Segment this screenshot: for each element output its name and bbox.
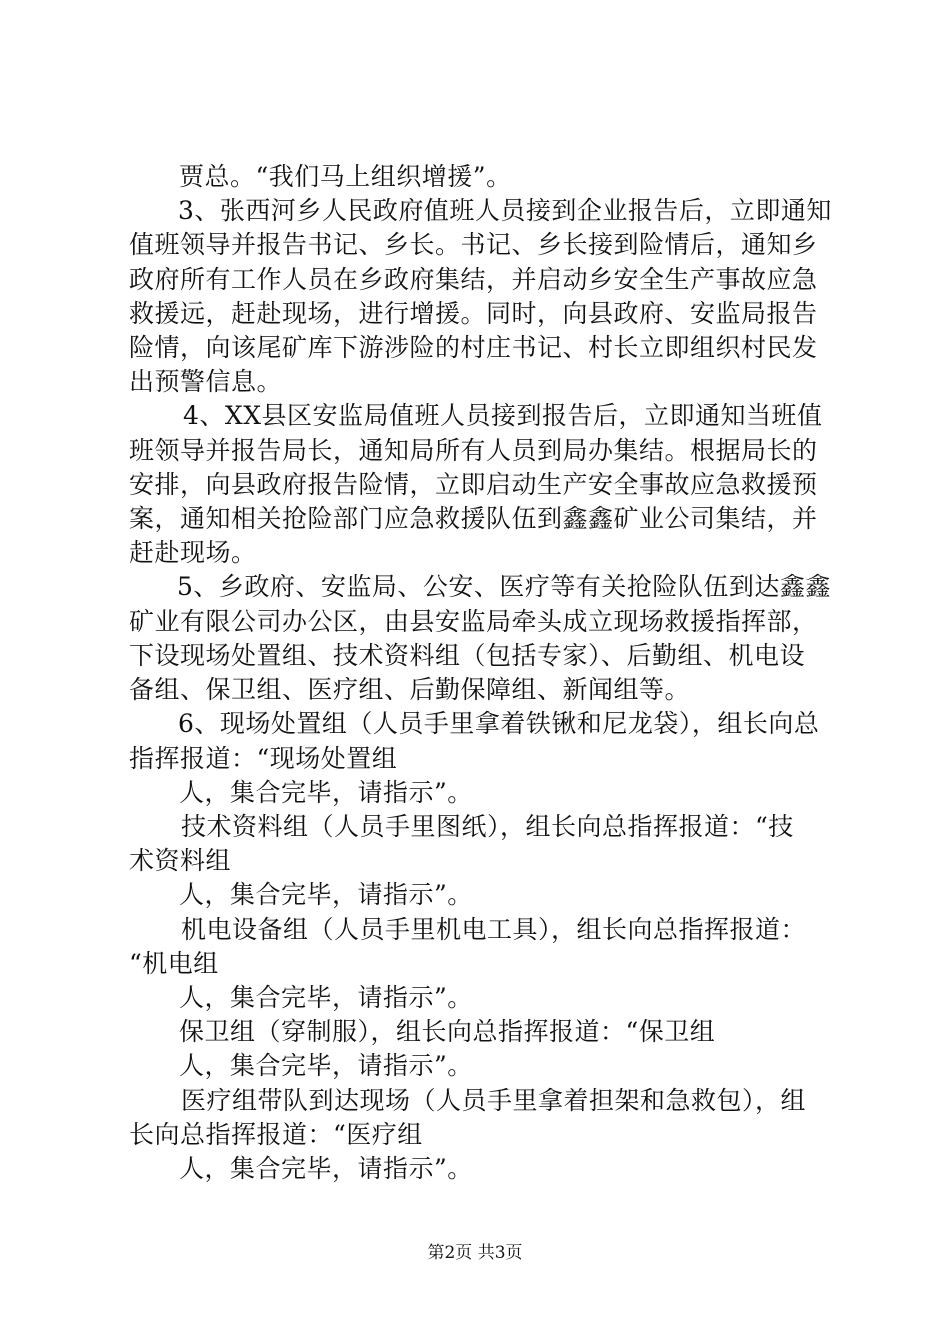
text-line: 案，通知相关抢险部门应急救援队伍到鑫鑫矿业公司集结，并: [129, 504, 818, 533]
text-line: 值班领导并报告书记、乡长。书记、乡长接到险情后，通知乡: [129, 230, 818, 259]
text-line: 医疗组带队到达现场（人员手里拿着担架和急救包），组: [181, 1086, 807, 1115]
text-line: 术资料组: [129, 846, 232, 875]
text-line: 矿业有限公司办公区，由县安监局牵头成立现场救援指挥部，: [129, 607, 818, 636]
text-line: 保卫组（穿制服），组长向总指挥报道：“保卫组: [179, 1017, 716, 1046]
text-line: 6、现场处置组（人员手里拿着铁锹和尼龙袋），组长向总: [178, 709, 820, 738]
text-line: 下设现场处置组、技术资料组（包括专家）、后勤组、机电设: [129, 641, 806, 670]
text-line: 赶赴现场。: [129, 538, 257, 567]
text-line: 政府所有工作人员在乡政府集结，并启动乡安全生产事故应急: [129, 265, 818, 294]
text-line: 长向总指挥报道：“医疗组: [129, 1120, 423, 1149]
text-line: 3、张西河乡人民政府值班人员接到企业报告后，立即通知: [178, 196, 832, 225]
text-line: 人，集合完毕，请指示”。: [179, 880, 473, 909]
text-line: 人，集合完毕，请指示”。: [179, 778, 473, 807]
text-line: 备组、保卫组、医疗组、后勤保障组、新闻组等。: [129, 675, 691, 704]
text-line: 人，集合完毕，请指示”。: [179, 1154, 473, 1183]
text-line: 贾总。“我们马上组织增援”。: [179, 162, 512, 191]
text-line: 人，集合完毕，请指示”。: [179, 983, 473, 1012]
text-line: 险情，向该尾矿库下游涉险的村庄书记、村长立即组织村民发: [129, 333, 818, 362]
text-line: 出预警信息。: [129, 367, 283, 396]
text-line: 技术资料组（人员手里图纸），组长向总指挥报道：“技: [181, 812, 794, 841]
text-line: 指挥报道：“现场处置组: [129, 744, 398, 773]
text-line: 5、乡政府、安监局、公安、医疗等有关抢险队伍到达鑫鑫: [177, 572, 831, 601]
text-line: 救援远，赶赴现场，进行增援。同时，向县政府、安监局报告: [129, 299, 818, 328]
text-line: 机电设备组（人员手里机电工具），组长向总指挥报道：: [181, 915, 807, 944]
text-line: 安排，向县政府报告险情，立即启动生产安全事故应急救援预: [129, 470, 818, 499]
text-line: 人，集合完毕，请指示”。: [179, 1051, 473, 1080]
text-line: 4、XX县区安监局值班人员接到报告后，立即通知当班值: [183, 401, 823, 430]
text-line: 班领导并报告局长，通知局所有人员到局办集结。根据局长的: [129, 436, 818, 465]
page-footer: 第2页 共3页: [427, 1243, 523, 1263]
text-line: “机电组: [129, 949, 219, 978]
